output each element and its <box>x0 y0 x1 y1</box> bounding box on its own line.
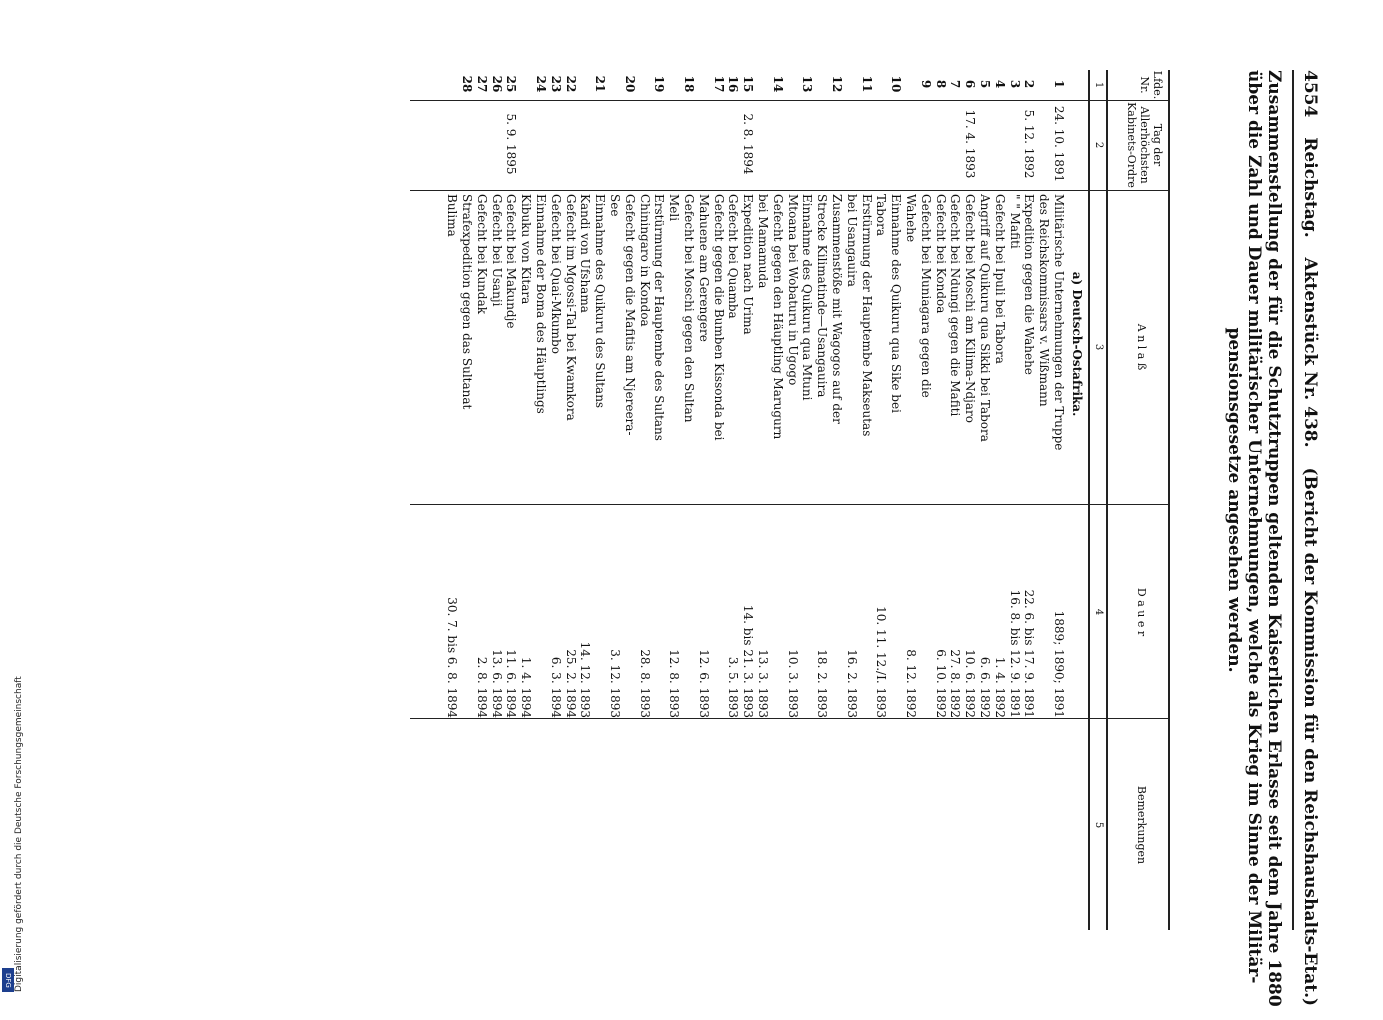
cause-text: Gefecht bei Muniagara gegen die <box>918 194 933 398</box>
row-number: 1 <box>1052 79 1066 89</box>
cause-text: Tabora <box>874 194 889 237</box>
cause-text: Gefecht gegen die Mafitis am Njereera- <box>622 194 637 436</box>
table-row <box>534 70 548 930</box>
table-row <box>860 70 874 930</box>
row-number: 8 <box>933 79 948 89</box>
duration-text: 10. 6. 1892 <box>963 649 978 718</box>
row-number: 6 <box>963 79 978 89</box>
cause-text: Wahehe <box>904 194 918 243</box>
dfg-logo: DFG <box>2 968 14 992</box>
duration-text: 6. 10. 1892 <box>933 649 948 718</box>
rotated-document <box>80 70 1320 1007</box>
cause-text: Strecke Kilimatinde—Usangauira <box>815 194 830 398</box>
table-row <box>889 70 903 930</box>
credit-text: Digitalisierung gefördert durch die Deutsche Forschungsgemeinschaft <box>14 676 24 992</box>
cause-text: Erstürmung der Hauptembe des Sultans <box>652 194 667 441</box>
table-row <box>800 70 814 930</box>
duration-text: 13. 3. 1893 <box>756 649 770 718</box>
cause-text: Kibuku von Kitara <box>519 194 534 305</box>
title-line: über die Zahl und Dauer militärischer Unternehmungen, welche als Krieg im Sinne der Militär- <box>1244 70 1264 984</box>
table-row <box>726 70 740 930</box>
cause-text: Mtoana bei Wobaturu in Ugogo <box>785 194 800 386</box>
table-row <box>874 70 888 930</box>
duration-text: 6. 3. 1894 <box>548 656 563 718</box>
source-title: Reichstag. <box>1300 137 1320 238</box>
table-row <box>549 70 563 930</box>
page-number: 4554 <box>1300 70 1320 118</box>
table-top-rule <box>1168 70 1170 930</box>
cause-text: Meli <box>667 194 682 222</box>
cause-text: bei Usangauira <box>844 194 859 287</box>
cause-text: Gefecht gegen die Bumben Kissonda bei <box>711 194 726 441</box>
table-row <box>904 70 918 930</box>
running-head <box>1292 70 1320 1007</box>
table-row <box>771 70 785 930</box>
table-row <box>756 70 770 930</box>
table-row <box>623 70 637 930</box>
cause-text: Gefecht bei Ndungi gegen die Mafiti <box>948 194 963 417</box>
duration-text: 10. 11. 12./I. 1893 <box>874 606 889 718</box>
duration-text: 8. 12. 1892 <box>904 649 918 718</box>
duration-text: 11. 6. 1894 <box>504 649 519 718</box>
table-row <box>993 70 1007 930</box>
table-row <box>652 70 666 930</box>
duration-text: 14. 12. 1893 <box>578 641 593 718</box>
table-row <box>919 70 933 930</box>
cause-text: Kandi von Ufshama <box>578 194 593 313</box>
row-number: 17 <box>711 75 726 93</box>
cause-text: Einnahme des Quikuru qua Mtuni <box>800 194 815 401</box>
cause-text: Einnahme des Quikuru des Sultans <box>593 194 608 409</box>
cause-text: Expedition gegen die Wahehe <box>1022 194 1037 375</box>
row-number: 10 <box>889 75 904 93</box>
order-date: 2. 8. 1894 <box>741 113 756 175</box>
table-row <box>475 70 489 930</box>
table-row <box>1022 70 1036 930</box>
table-row <box>460 70 474 930</box>
row-number: 11 <box>859 75 874 93</box>
duration-text: 18. 2. 1893 <box>815 649 830 718</box>
header-lfde-nr: Lfde. Nr. <box>1138 70 1164 100</box>
row-number: 22 <box>563 75 578 93</box>
title-line: pensionsgesetze angesehen werden. <box>1224 327 1244 673</box>
order-date: 24. 10. 1891 <box>1052 105 1066 183</box>
data-table <box>90 70 1170 930</box>
duration-text: 10. 3. 1893 <box>785 649 800 718</box>
duration-text: 14. bis 21. 3. 1893 <box>741 604 756 718</box>
table-row <box>564 70 578 930</box>
column-number: 3 <box>1093 343 1104 351</box>
row-number: 12 <box>830 75 844 93</box>
table-row <box>963 70 977 930</box>
cause-text: See <box>608 194 622 217</box>
row-number: 28 <box>460 75 474 93</box>
row-number: 16 <box>726 75 741 93</box>
cause-text: Gefecht bei Quai-Mkumbo <box>548 194 563 354</box>
row-number: 15 <box>741 75 756 93</box>
cause-text: Gefecht bei Kundak <box>474 194 489 315</box>
row-number: 5 <box>978 79 992 89</box>
cause-text: bei Mamamuda <box>756 194 770 289</box>
digitization-credit <box>14 612 26 992</box>
table-row <box>504 70 518 930</box>
column-number: 4 <box>1093 608 1104 616</box>
table-row <box>667 70 681 930</box>
table-row <box>815 70 829 930</box>
cause-text: Erstürmung der Hauptembe Makseutas <box>859 194 874 437</box>
table-row <box>578 70 592 930</box>
row-number: 13 <box>800 75 815 93</box>
row-number: 20 <box>622 75 637 93</box>
table-row <box>741 70 755 930</box>
cause-text: Zusammenstöße mit Wagogos auf der <box>830 194 844 424</box>
row-number: 14 <box>770 75 785 93</box>
header-date: Tag der Allerhöchsten Kabinets-Ordre <box>1125 102 1164 188</box>
header-anlass: A n l a ß <box>1135 323 1148 371</box>
column-number: 1 <box>1093 81 1104 89</box>
duration-text: 27. 8. 1892 <box>948 649 963 718</box>
row-number: 19 <box>652 75 667 93</box>
header-bemerkungen: Bemerkungen <box>1135 785 1148 865</box>
cause-text: Gefecht bei Usanji <box>489 194 504 307</box>
cause-text: Gefecht bei Quamba <box>726 194 741 319</box>
table-row <box>1008 70 1022 930</box>
table-row <box>712 70 726 930</box>
table-row <box>697 70 711 930</box>
duration-text: 16. 2. 1893 <box>844 649 859 718</box>
table-row <box>519 70 533 930</box>
header-dauer: D a u e r <box>1135 587 1148 637</box>
table-row <box>1037 70 1051 930</box>
cause-text: Gefecht bei Kondoa <box>933 194 948 314</box>
header-rule <box>1106 70 1108 930</box>
table-row <box>1052 70 1066 930</box>
table-row <box>978 70 992 930</box>
order-date: 5. 9. 1895 <box>504 113 519 175</box>
cause-text: Gefecht bei Makundje <box>504 194 519 329</box>
cause-text: Mahuene am Gerengere <box>696 194 711 342</box>
table-row <box>593 70 607 930</box>
cause-text: Expedition nach Urima <box>741 194 756 335</box>
duration-text: 1889; 1890; 1891 <box>1052 610 1066 718</box>
row-number: 21 <box>593 75 608 93</box>
table-row <box>830 70 844 930</box>
duration-text: 16. 8. bis 12. 9. 1891 <box>1007 589 1022 718</box>
column-number-rule <box>1088 70 1090 930</box>
cause-text: Strafexpedition gegen das Sultanat <box>460 194 474 410</box>
duration-text: 1. 4. 1892 <box>992 656 1007 718</box>
cause-text: Gefecht bei Moschi am Kilima-Ndjaro <box>963 194 978 423</box>
document-title <box>1224 70 1284 1007</box>
duration-text: 1. 4. 1894 <box>519 656 534 718</box>
column-number: 2 <box>1093 141 1104 149</box>
cause-text: Gefecht bei Ipuli bei Tabora <box>992 194 1007 364</box>
table-row <box>682 70 696 930</box>
cause-text: Angriff auf Quikuru qua Sikki bei Tabora <box>978 194 992 442</box>
cause-text: Gefecht im Mgossi-Tal bei Kwamkora <box>563 194 578 421</box>
cause-text: Einnahme des Quikuru qua Sike bei <box>889 194 904 413</box>
table-row <box>445 70 459 930</box>
row-number: 2 <box>1022 79 1037 89</box>
row-number: 23 <box>548 75 563 93</box>
row-number: 26 <box>489 75 504 93</box>
row-number: 25 <box>504 75 519 93</box>
duration-text: 28. 8. 1893 <box>637 649 652 718</box>
order-date: 17. 4. 1893 <box>963 109 978 179</box>
report-title: (Bericht der Kommission für den Reichshaushalts-Etat.) <box>1300 467 1320 1007</box>
row-number: 27 <box>474 75 489 93</box>
table-row <box>845 70 859 930</box>
duration-text: 6. 6. 1892 <box>978 656 992 718</box>
row-number: 18 <box>682 75 696 93</box>
section-heading: a) Deutsch-Ostafrika. <box>1070 271 1084 417</box>
duration-text: 22. 6. bis 17. 9. 1891 <box>1022 589 1037 718</box>
duration-text: 30. 7. bis 6. 8. 1894 <box>445 597 460 718</box>
table-row <box>608 70 622 930</box>
cause-text: Gefecht gegen den Häuptling Marugurn <box>770 194 785 440</box>
row-number: 4 <box>992 79 1007 89</box>
table-row <box>490 70 504 930</box>
table-row <box>948 70 962 930</box>
duration-text: 25. 2. 1894 <box>563 649 578 718</box>
duration-text: 13. 6. 1894 <box>489 649 504 718</box>
cause-text: " " Mafiti <box>1007 194 1022 249</box>
duration-text: 12. 8. 1893 <box>667 649 682 718</box>
order-date: 5. 12. 1892 <box>1022 109 1037 179</box>
row-number: 9 <box>918 79 933 89</box>
cause-text: Einnahme der Boma des Häuptlings <box>534 194 548 414</box>
cause-text: des Reichskommissars v. Wißmann <box>1037 194 1052 407</box>
attachment-number: Aktenstück Nr. 438. <box>1300 257 1320 448</box>
table-row <box>638 70 652 930</box>
row-number: 3 <box>1007 79 1022 89</box>
duration-text: 12. 6. 1893 <box>696 649 711 718</box>
row-number: 7 <box>948 79 963 89</box>
title-line: Zusammenstellung der für die Schutztruppen geltenden Kaiserlichen Erlasse seit dem Jahre 1880 <box>1264 70 1284 1007</box>
row-number: 24 <box>534 75 548 93</box>
cause-text: Gefecht bei Moschi gegen den Sultan <box>682 194 696 423</box>
cause-text: Chiningaro in Kondoa <box>637 194 652 327</box>
duration-text: 2. 8. 1894 <box>474 656 489 718</box>
duration-text: 3. 12. 1893 <box>608 649 622 718</box>
duration-text: 3. 5. 1893 <box>726 656 741 718</box>
cause-text: Bulima <box>445 194 460 237</box>
table-row <box>786 70 800 930</box>
table-row <box>934 70 948 930</box>
cause-text: Militärische Unternehmungen der Truppe <box>1052 194 1066 451</box>
column-number: 5 <box>1093 821 1104 829</box>
